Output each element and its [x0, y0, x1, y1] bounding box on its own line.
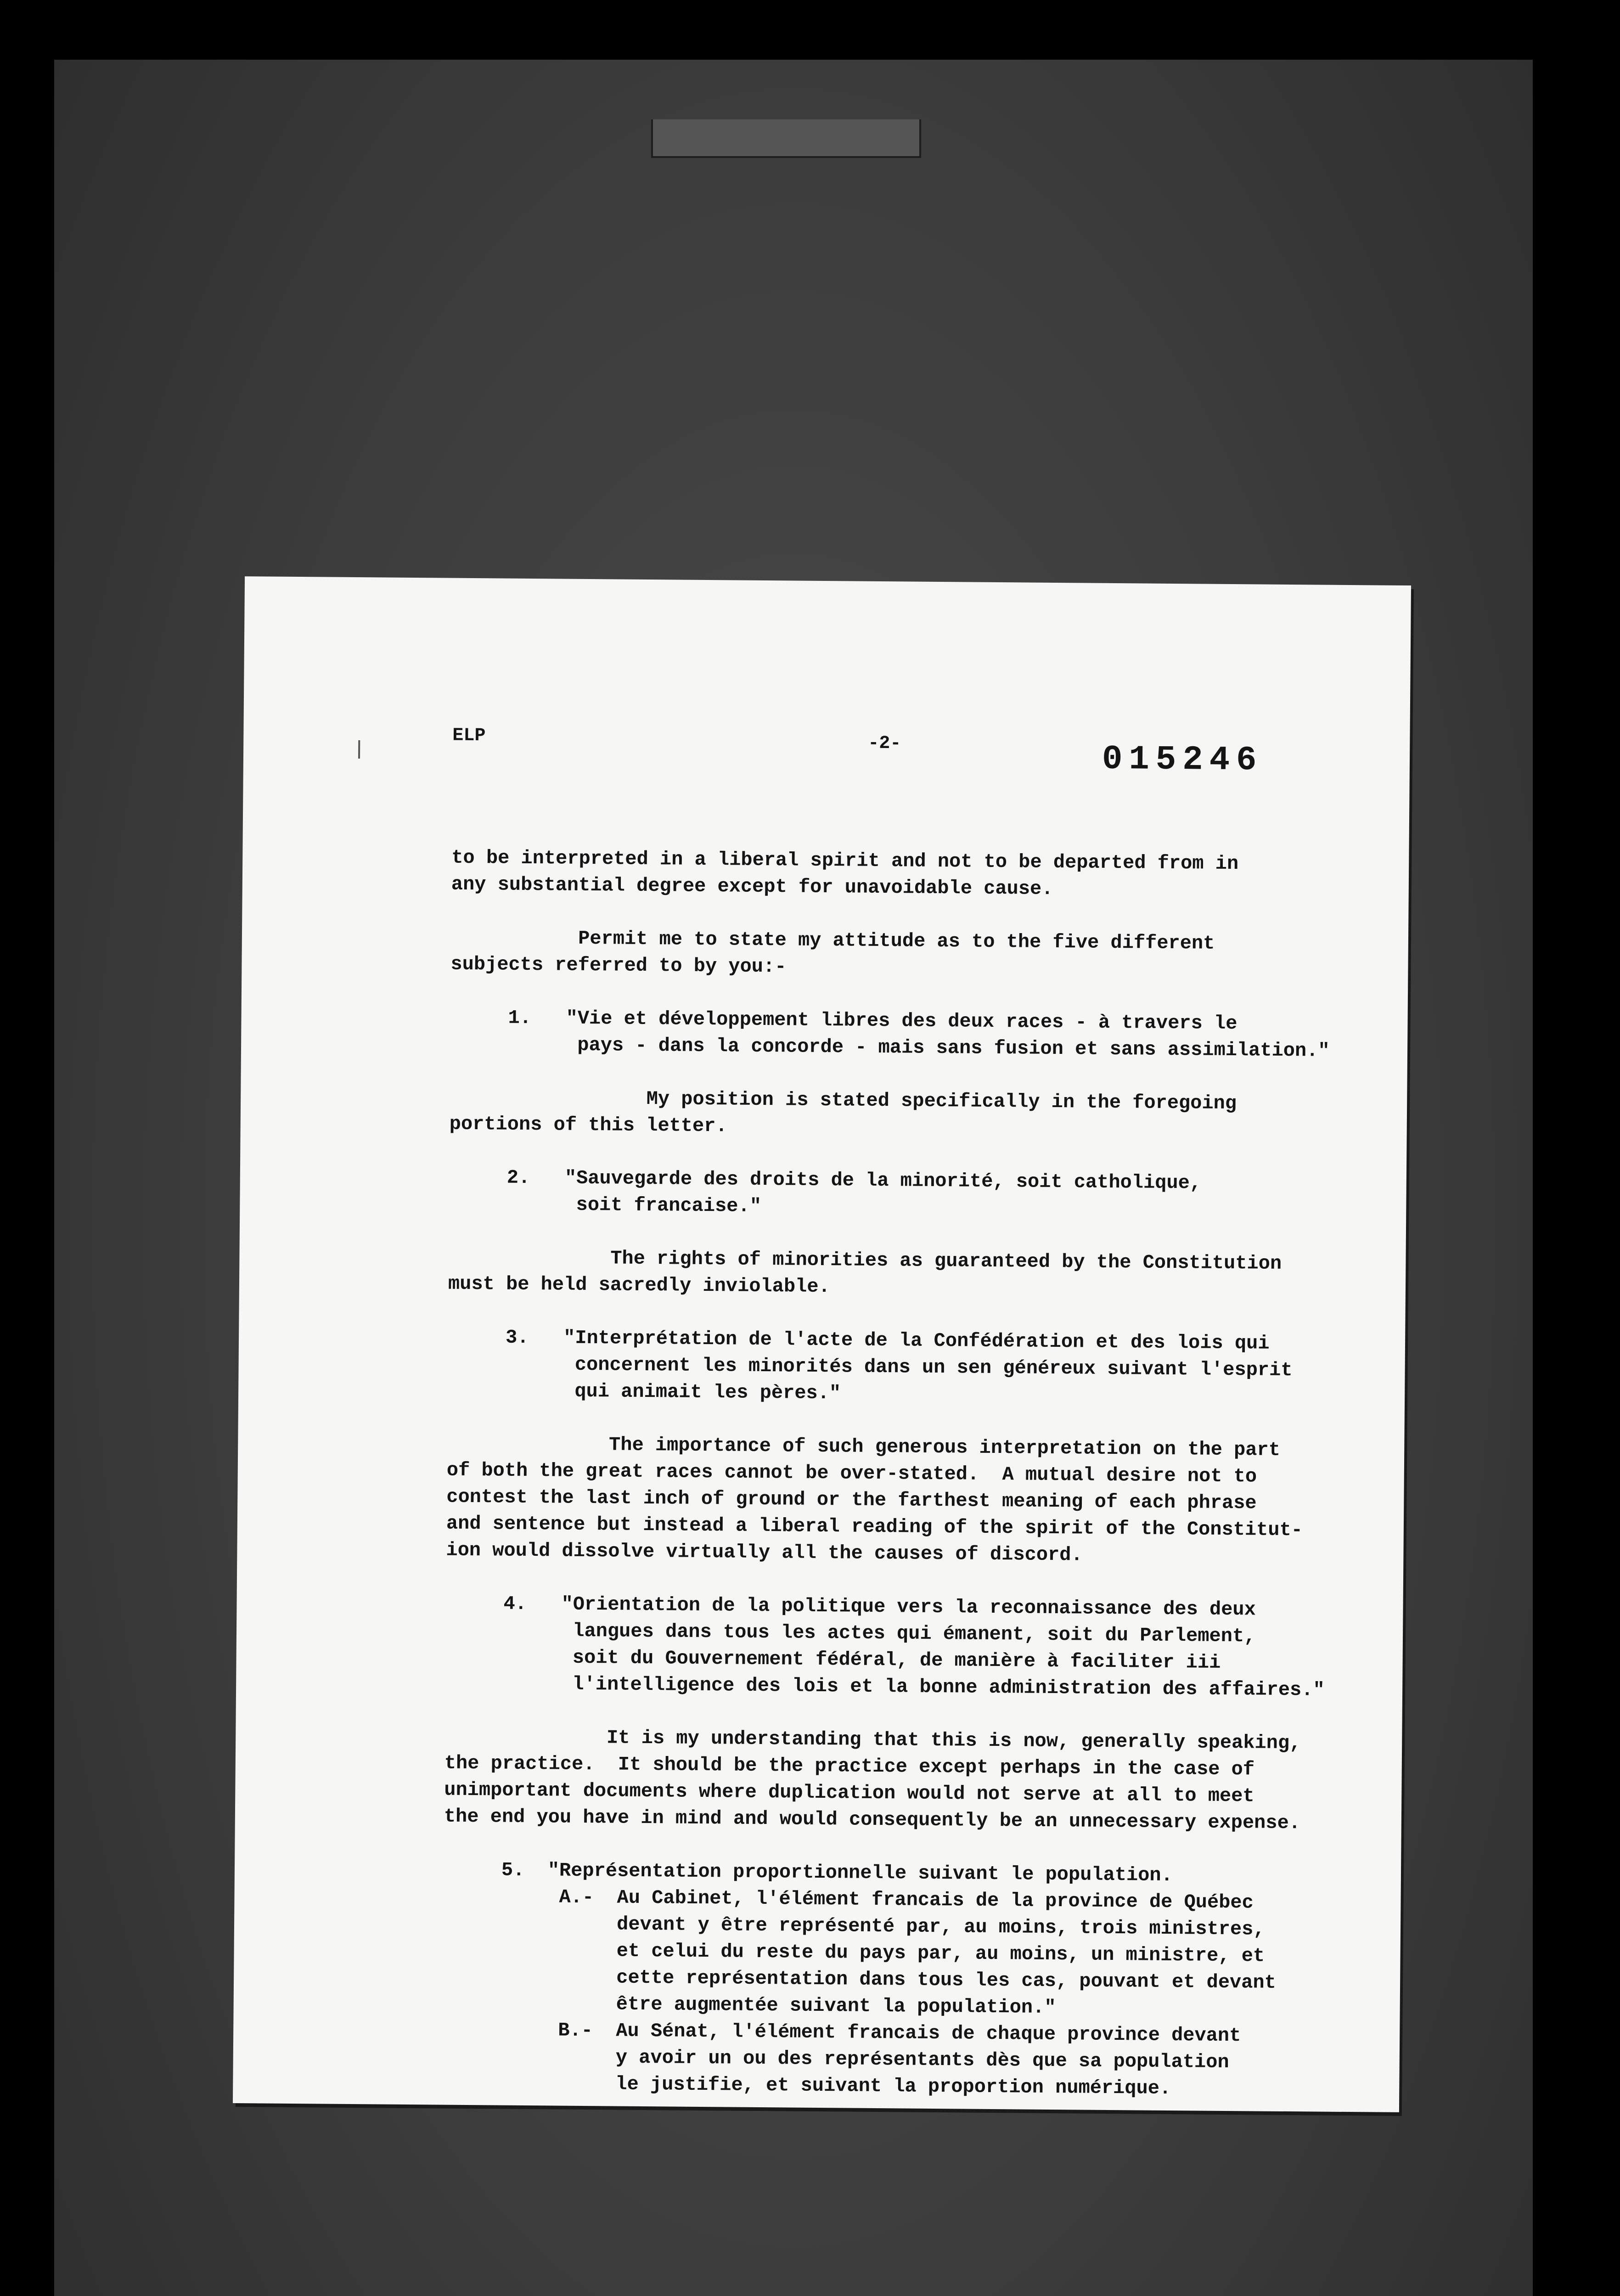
text-line: 1. "Vie et développement libres des deux races - à travers le: [450, 1006, 1238, 1035]
text-line: The importance of such generous interpretation on the part: [447, 1432, 1281, 1461]
text-line: et celui du reste du pays par, au moins, un ministre, et: [443, 1938, 1265, 1967]
page-number: -2-: [868, 733, 901, 754]
text-line: 3. "Interprétation de l'acte de la Confédération et des lois qui: [447, 1326, 1270, 1355]
text-line: must be held sacredly inviolable.: [448, 1272, 830, 1298]
text-line: The rights of minorities as guaranteed by the Constitution: [448, 1246, 1282, 1275]
text-line: Permit me to state my attitude as to the five different: [450, 926, 1215, 955]
text-line: le justifie, et suivant la proportion numérique.: [442, 2071, 1171, 2100]
text-line: soit francaise.": [449, 1193, 762, 1217]
text-line: and sentence but instead a liberal reading of the spirit of the Constitut-: [446, 1512, 1303, 1542]
document-number: 015246: [1102, 740, 1263, 780]
text-line: 5. "Représentation proportionnelle suivant le population.: [443, 1858, 1173, 1887]
text-line: 4. "Orientation de la politique vers la reconnaissance des deux: [445, 1592, 1256, 1621]
text-line: subjects referred to by you:-: [450, 953, 787, 978]
text-line: concernent les minorités dans un sen généreux suivant l'esprit: [447, 1352, 1293, 1382]
text-line: soit du Gouvernement fédéral, de manière à faciliter iii: [445, 1645, 1221, 1674]
text-line: être augmentée suivant la population.": [442, 1992, 1056, 2019]
text-line: of both the great races cannot be over-stated. A mutual desire not to: [446, 1459, 1257, 1488]
text-line: l'intelligence des lois et la bonne administration des affaires.": [444, 1672, 1325, 1701]
text-line: the practice. It should be the practice except perhaps in the case of: [444, 1752, 1255, 1781]
text-line: y avoir un ou des représentants dès que sa population: [442, 2045, 1229, 2074]
text-line: pays - dans la concorde - mais sans fusion et sans assimilation.": [450, 1033, 1330, 1062]
text-line: any substantial degree except for unavoidable cause.: [451, 873, 1053, 900]
text-line: qui animait les pères.": [447, 1379, 841, 1405]
text-line: devant y être représenté par, au moins, trois ministres,: [443, 1912, 1265, 1941]
text-line: 2. "Sauvegarde des droits de la minorité, soit catholique,: [449, 1166, 1202, 1194]
text-line: ion would dissolve virtually all the causes of discord.: [446, 1539, 1083, 1566]
document-page: [233, 576, 1411, 2112]
text-line: unimportant documents where duplication would not serve at all to meet: [444, 1778, 1254, 1807]
letter-body: [442, 844, 1379, 2130]
text-line: contest the last inch of ground or the farthest meaning of each phrase: [446, 1486, 1257, 1514]
text-line: to be interpreted in a liberal spirit and not to be departed from in: [451, 846, 1239, 875]
board-clip: [651, 119, 921, 158]
header-initials: ELP: [452, 725, 486, 747]
text-line: It is my understanding that this is now, generally speaking,: [444, 1725, 1301, 1755]
text-line: A.- Au Cabinet, l'élément francais de la province de Québec: [443, 1885, 1254, 1914]
text-line: langues dans tous les actes qui émanent, soit du Parlement,: [445, 1619, 1256, 1648]
text-line: My position is stated specifically in the foregoing: [450, 1086, 1237, 1115]
text-line: cette représentation dans tous les cas, pouvant et devant: [442, 1965, 1277, 1994]
text-line: B.- Au Sénat, l'élément francais de chaque province devant: [442, 2018, 1241, 2047]
page-mark: [358, 740, 368, 759]
text-line: the end you have in mind and would consequently be an unnecessary expense.: [444, 1805, 1301, 1835]
text-line: portions of this letter.: [449, 1113, 727, 1137]
